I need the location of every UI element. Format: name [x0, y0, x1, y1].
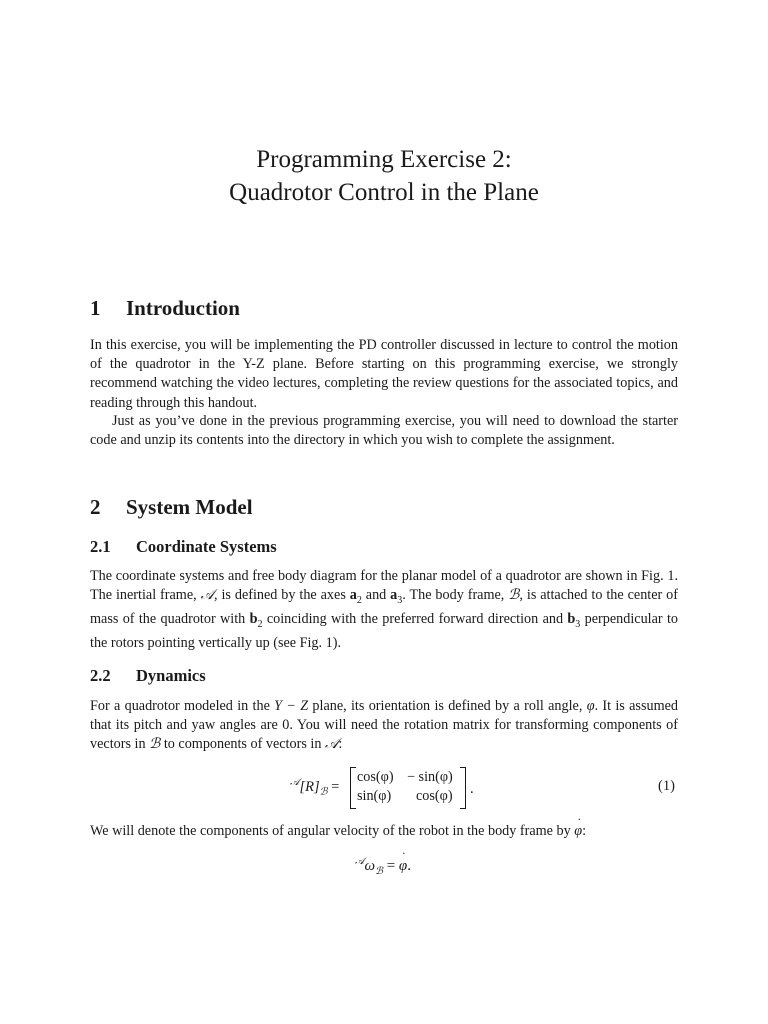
- dynamics-paragraph-2: We will denote the components of angular velocity of the robot in the body frame by ˙ φ:: [90, 822, 678, 841]
- equation-period: .: [470, 781, 474, 797]
- subsection-number: 2.2: [90, 666, 111, 685]
- matrix-cell-11: cos(φ): [357, 769, 394, 785]
- title-line-2: Quadrotor Control in the Plane: [229, 179, 539, 206]
- equation-number: (1): [658, 778, 675, 794]
- document-title: [0, 143, 768, 209]
- section-number: 1: [90, 296, 101, 320]
- roll-rate-symbol: ˙ φ: [574, 822, 582, 841]
- roll-angle-symbol: φ: [586, 698, 595, 714]
- subsection-heading-dynamics: [90, 666, 206, 686]
- subsection-number: 2.1: [90, 537, 111, 556]
- intro-paragraph-2: Just as you’ve done in the previous programming exercise, you will need to download the starter code and unzip its contents into the directory in which you wish to complete the assignment.: [90, 413, 678, 449]
- intro-paragraph-1: In this exercise, you will be implementing the PD controller discussed in lecture to control the motion of the quadrotor in the Y-Z plane. Before starting on this programming exercise, we strongly recommend watching the video lectures, completing the review questions for the associated topics, and reading through this handout.: [90, 337, 678, 411]
- axis-b3: b: [567, 611, 576, 628]
- dynamics-paragraph-1: For a quadrotor modeled in the Y − Z plane, its orientation is defined by a roll angle, φ. It is assumed that its pitch and yaw angles are 0. You will need the rotation matrix for transforming components of vectors in ℬ to components of vectors in 𝒜:: [90, 698, 678, 753]
- axis-a3: a: [390, 587, 398, 604]
- angular-velocity-equation: $^𝒜\omega_ℬ$ = ˙ φ.: [355, 856, 411, 877]
- matrix-cell-12: − sin(φ): [407, 769, 453, 785]
- section-heading-system-model: [90, 495, 253, 520]
- section-title: Introduction: [126, 296, 240, 320]
- rotation-matrix: [350, 767, 466, 807]
- matrix-right-bracket: [460, 767, 466, 809]
- subsection-title: Dynamics: [136, 666, 206, 685]
- matrix-cell-22: cos(φ): [416, 788, 453, 804]
- coordinate-systems-paragraph: The coordinate systems and free body diagram for the planar model of a quadrotor are shown in Fig. 1. The inertial frame, 𝒜, is defined by the axes $a_2$ and $a_3$. The body frame, ℬ, is attached to the center of mass of the quadrotor with $b_2$ coinciding with the preferred forward direction and $b_3$ perpendicular to the rotors pointing vertically up (see Fig. 1).: [90, 568, 678, 652]
- subsection-heading-coordinate-systems: [90, 537, 277, 557]
- section-heading-introduction: [90, 296, 240, 321]
- rotation-matrix-lhs: $^𝒜[R]_ℬ$ =: [290, 777, 340, 798]
- section-title: System Model: [126, 495, 253, 519]
- axis-a2: a: [349, 587, 357, 604]
- matrix-left-bracket: [350, 767, 356, 809]
- subsection-title: Coordinate Systems: [136, 537, 277, 556]
- title-line-1: Programming Exercise 2:: [256, 146, 512, 173]
- matrix-cell-21: sin(φ): [357, 788, 392, 804]
- body-frame-symbol: ℬ: [508, 587, 520, 604]
- inertial-frame-symbol: 𝒜: [200, 587, 215, 604]
- section-number: 2: [90, 495, 101, 519]
- axis-b2: b: [249, 611, 258, 628]
